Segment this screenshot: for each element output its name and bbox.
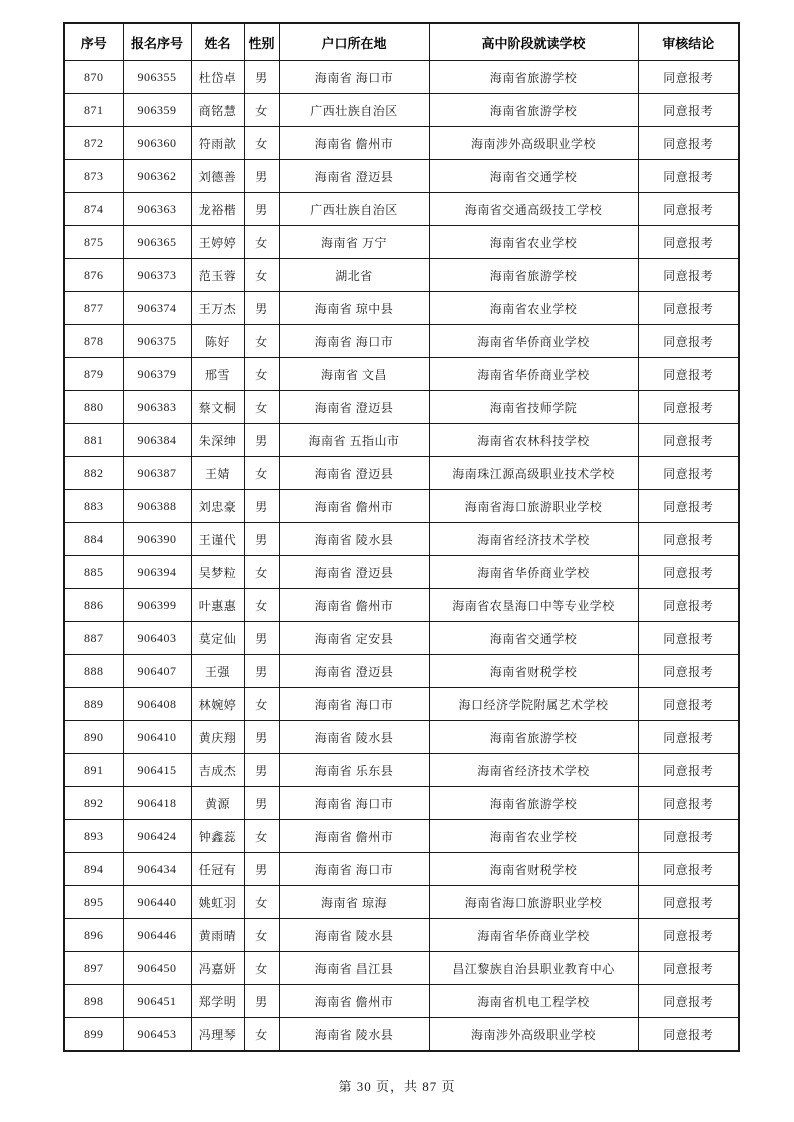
cell-name: 黄雨晴 — [191, 919, 244, 952]
cell-name: 冯理琴 — [191, 1018, 244, 1052]
cell-residence: 海南省 陵水县 — [279, 1018, 429, 1052]
cell-name: 杜岱卓 — [191, 61, 244, 94]
cell-school: 海南省旅游学校 — [429, 259, 638, 292]
col-header-school: 高中阶段就读学校 — [429, 23, 638, 61]
cell-review: 同意报考 — [638, 919, 739, 952]
table-row — [64, 391, 739, 424]
cell-residence: 海南省 海口市 — [279, 853, 429, 886]
cell-name: 邢雪 — [191, 358, 244, 391]
col-header-residence: 户口所在地 — [279, 23, 429, 61]
cell-index: 890 — [64, 721, 123, 754]
cell-index: 885 — [64, 556, 123, 589]
cell-index: 891 — [64, 754, 123, 787]
cell-review: 同意报考 — [638, 457, 739, 490]
cell-school: 海南省农业学校 — [429, 292, 638, 325]
cell-school: 海南省海口旅游职业学校 — [429, 490, 638, 523]
cell-review: 同意报考 — [638, 391, 739, 424]
cell-index: 895 — [64, 886, 123, 919]
cell-school: 海南省农林科技学校 — [429, 424, 638, 457]
cell-gender: 男 — [244, 985, 279, 1018]
cell-index: 899 — [64, 1018, 123, 1052]
table-row — [64, 688, 739, 721]
cell-reg-no: 906451 — [123, 985, 191, 1018]
cell-residence: 海南省 海口市 — [279, 61, 429, 94]
cell-school: 海南省旅游学校 — [429, 61, 638, 94]
cell-school: 海南省旅游学校 — [429, 787, 638, 820]
cell-index: 874 — [64, 193, 123, 226]
table-row — [64, 622, 739, 655]
cell-residence: 海南省 万宁 — [279, 226, 429, 259]
cell-reg-no: 906355 — [123, 61, 191, 94]
cell-review: 同意报考 — [638, 1018, 739, 1052]
cell-name: 商铭慧 — [191, 94, 244, 127]
cell-school: 海南省技师学院 — [429, 391, 638, 424]
cell-index: 876 — [64, 259, 123, 292]
cell-index: 897 — [64, 952, 123, 985]
cell-review: 同意报考 — [638, 94, 739, 127]
cell-name: 吉成杰 — [191, 754, 244, 787]
table-row — [64, 61, 739, 94]
cell-index: 884 — [64, 523, 123, 556]
table-row — [64, 556, 739, 589]
cell-review: 同意报考 — [638, 985, 739, 1018]
col-header-reg-no: 报名序号 — [123, 23, 191, 61]
table-row — [64, 919, 739, 952]
cell-index: 872 — [64, 127, 123, 160]
cell-school: 海南省交通学校 — [429, 622, 638, 655]
cell-review: 同意报考 — [638, 193, 739, 226]
cell-name: 黄庆翔 — [191, 721, 244, 754]
cell-review: 同意报考 — [638, 61, 739, 94]
cell-index: 878 — [64, 325, 123, 358]
cell-school: 海南涉外高级职业学校 — [429, 127, 638, 160]
cell-gender: 女 — [244, 589, 279, 622]
cell-reg-no: 906383 — [123, 391, 191, 424]
table-row — [64, 226, 739, 259]
cell-reg-no: 906390 — [123, 523, 191, 556]
table-body — [64, 61, 739, 1052]
cell-review: 同意报考 — [638, 358, 739, 391]
cell-name: 叶惠惠 — [191, 589, 244, 622]
cell-review: 同意报考 — [638, 853, 739, 886]
cell-name: 钟鑫蕊 — [191, 820, 244, 853]
cell-name: 刘德善 — [191, 160, 244, 193]
table-row — [64, 457, 739, 490]
cell-school: 海南省华侨商业学校 — [429, 919, 638, 952]
cell-reg-no: 906407 — [123, 655, 191, 688]
cell-name: 黄源 — [191, 787, 244, 820]
cell-review: 同意报考 — [638, 160, 739, 193]
table-row — [64, 160, 739, 193]
cell-index: 889 — [64, 688, 123, 721]
cell-residence: 海南省 琼中县 — [279, 292, 429, 325]
table-row — [64, 589, 739, 622]
cell-name: 龙裕楷 — [191, 193, 244, 226]
cell-gender: 男 — [244, 721, 279, 754]
cell-review: 同意报考 — [638, 490, 739, 523]
table-row — [64, 490, 739, 523]
cell-residence: 海南省 海口市 — [279, 325, 429, 358]
cell-residence: 湖北省 — [279, 259, 429, 292]
cell-reg-no: 906440 — [123, 886, 191, 919]
cell-residence: 海南省 定安县 — [279, 622, 429, 655]
cell-name: 郑学明 — [191, 985, 244, 1018]
cell-name: 陈好 — [191, 325, 244, 358]
cell-review: 同意报考 — [638, 259, 739, 292]
cell-review: 同意报考 — [638, 886, 739, 919]
cell-gender: 男 — [244, 292, 279, 325]
cell-residence: 海南省 乐东县 — [279, 754, 429, 787]
cell-review: 同意报考 — [638, 523, 739, 556]
cell-review: 同意报考 — [638, 655, 739, 688]
cell-review: 同意报考 — [638, 292, 739, 325]
cell-gender: 女 — [244, 325, 279, 358]
table-row — [64, 820, 739, 853]
table-row — [64, 358, 739, 391]
cell-gender: 女 — [244, 457, 279, 490]
col-header-review: 审核结论 — [638, 23, 739, 61]
cell-school: 海南珠江源高级职业技术学校 — [429, 457, 638, 490]
cell-gender: 女 — [244, 127, 279, 160]
cell-school: 海南省农业学校 — [429, 820, 638, 853]
cell-reg-no: 906388 — [123, 490, 191, 523]
col-header-index: 序号 — [64, 23, 123, 61]
cell-review: 同意报考 — [638, 688, 739, 721]
cell-gender: 男 — [244, 853, 279, 886]
cell-index: 880 — [64, 391, 123, 424]
cell-name: 林婉婷 — [191, 688, 244, 721]
cell-gender: 男 — [244, 193, 279, 226]
cell-gender: 女 — [244, 688, 279, 721]
table-header — [64, 23, 739, 61]
cell-name: 朱深绅 — [191, 424, 244, 457]
cell-reg-no: 906434 — [123, 853, 191, 886]
cell-residence: 海南省 儋州市 — [279, 820, 429, 853]
cell-reg-no: 906359 — [123, 94, 191, 127]
cell-gender: 女 — [244, 886, 279, 919]
cell-reg-no: 906387 — [123, 457, 191, 490]
cell-school: 海南省旅游学校 — [429, 721, 638, 754]
cell-index: 875 — [64, 226, 123, 259]
cell-school: 海南省机电工程学校 — [429, 985, 638, 1018]
page-footer: 第 30 页，共 87 页 — [338, 1079, 456, 1094]
table-row — [64, 655, 739, 688]
cell-gender: 男 — [244, 160, 279, 193]
cell-school: 海南省交通学校 — [429, 160, 638, 193]
cell-name: 姚虹羽 — [191, 886, 244, 919]
cell-school: 海南省华侨商业学校 — [429, 556, 638, 589]
cell-residence: 海南省 文昌 — [279, 358, 429, 391]
cell-review: 同意报考 — [638, 556, 739, 589]
cell-reg-no: 906374 — [123, 292, 191, 325]
table-row — [64, 985, 739, 1018]
cell-name: 王谨代 — [191, 523, 244, 556]
cell-name: 蔡文桐 — [191, 391, 244, 424]
cell-reg-no: 906446 — [123, 919, 191, 952]
cell-school: 海南涉外高级职业学校 — [429, 1018, 638, 1052]
cell-reg-no: 906403 — [123, 622, 191, 655]
table-row — [64, 193, 739, 226]
cell-index: 893 — [64, 820, 123, 853]
cell-residence: 海南省 儋州市 — [279, 490, 429, 523]
cell-review: 同意报考 — [638, 622, 739, 655]
cell-review: 同意报考 — [638, 754, 739, 787]
cell-reg-no: 906408 — [123, 688, 191, 721]
cell-reg-no: 906373 — [123, 259, 191, 292]
cell-school: 海南省海口旅游职业学校 — [429, 886, 638, 919]
cell-index: 886 — [64, 589, 123, 622]
cell-review: 同意报考 — [638, 127, 739, 160]
cell-residence: 海南省 澄迈县 — [279, 457, 429, 490]
cell-school: 海南省经济技术学校 — [429, 754, 638, 787]
cell-index: 871 — [64, 94, 123, 127]
cell-name: 冯嘉妍 — [191, 952, 244, 985]
cell-reg-no: 906424 — [123, 820, 191, 853]
table-row — [64, 94, 739, 127]
cell-school: 海南省交通高级技工学校 — [429, 193, 638, 226]
cell-reg-no: 906410 — [123, 721, 191, 754]
cell-index: 879 — [64, 358, 123, 391]
cell-school: 海南省旅游学校 — [429, 94, 638, 127]
cell-index: 896 — [64, 919, 123, 952]
cell-gender: 女 — [244, 820, 279, 853]
cell-index: 873 — [64, 160, 123, 193]
cell-residence: 海南省 儋州市 — [279, 589, 429, 622]
cell-name: 吴梦粒 — [191, 556, 244, 589]
header-row — [64, 23, 739, 61]
cell-school: 海南省华侨商业学校 — [429, 325, 638, 358]
cell-gender: 男 — [244, 655, 279, 688]
cell-residence: 海南省 儋州市 — [279, 127, 429, 160]
cell-school: 海南省农垦海口中等专业学校 — [429, 589, 638, 622]
cell-reg-no: 906450 — [123, 952, 191, 985]
cell-reg-no: 906415 — [123, 754, 191, 787]
cell-name: 王强 — [191, 655, 244, 688]
cell-residence: 海南省 海口市 — [279, 787, 429, 820]
cell-name: 范玉蓉 — [191, 259, 244, 292]
table-row — [64, 886, 739, 919]
cell-residence: 海南省 儋州市 — [279, 985, 429, 1018]
cell-gender: 女 — [244, 259, 279, 292]
cell-residence: 海南省 陵水县 — [279, 523, 429, 556]
cell-gender: 女 — [244, 1018, 279, 1052]
cell-school: 海南省农业学校 — [429, 226, 638, 259]
cell-school: 海南省经济技术学校 — [429, 523, 638, 556]
cell-index: 883 — [64, 490, 123, 523]
cell-gender: 女 — [244, 919, 279, 952]
cell-name: 任冠有 — [191, 853, 244, 886]
cell-gender: 男 — [244, 61, 279, 94]
cell-index: 887 — [64, 622, 123, 655]
cell-residence: 海南省 澄迈县 — [279, 655, 429, 688]
cell-name: 王婧 — [191, 457, 244, 490]
cell-gender: 男 — [244, 754, 279, 787]
cell-review: 同意报考 — [638, 226, 739, 259]
cell-gender: 男 — [244, 622, 279, 655]
cell-school: 海南省财税学校 — [429, 853, 638, 886]
cell-reg-no: 906399 — [123, 589, 191, 622]
cell-gender: 女 — [244, 94, 279, 127]
cell-residence: 海南省 澄迈县 — [279, 556, 429, 589]
cell-residence: 广西壮族自治区 — [279, 94, 429, 127]
cell-reg-no: 906375 — [123, 325, 191, 358]
col-header-name: 姓名 — [191, 23, 244, 61]
cell-residence: 海南省 陵水县 — [279, 919, 429, 952]
cell-reg-no: 906360 — [123, 127, 191, 160]
cell-residence: 海南省 琼海 — [279, 886, 429, 919]
cell-gender: 女 — [244, 556, 279, 589]
table-row — [64, 424, 739, 457]
cell-review: 同意报考 — [638, 721, 739, 754]
cell-index: 870 — [64, 61, 123, 94]
table-row — [64, 292, 739, 325]
cell-review: 同意报考 — [638, 787, 739, 820]
cell-reg-no: 906365 — [123, 226, 191, 259]
cell-reg-no: 906384 — [123, 424, 191, 457]
cell-gender: 女 — [244, 391, 279, 424]
cell-gender: 女 — [244, 358, 279, 391]
cell-index: 877 — [64, 292, 123, 325]
cell-residence: 海南省 澄迈县 — [279, 160, 429, 193]
cell-gender: 女 — [244, 952, 279, 985]
cell-reg-no: 906363 — [123, 193, 191, 226]
cell-review: 同意报考 — [638, 325, 739, 358]
cell-residence: 海南省 昌江县 — [279, 952, 429, 985]
cell-reg-no: 906394 — [123, 556, 191, 589]
cell-gender: 男 — [244, 523, 279, 556]
cell-index: 892 — [64, 787, 123, 820]
cell-index: 888 — [64, 655, 123, 688]
cell-name: 莫定仙 — [191, 622, 244, 655]
table-row — [64, 259, 739, 292]
cell-reg-no: 906379 — [123, 358, 191, 391]
table-row — [64, 325, 739, 358]
cell-residence: 海南省 海口市 — [279, 688, 429, 721]
cell-name: 符雨歆 — [191, 127, 244, 160]
col-header-gender: 性别 — [244, 23, 279, 61]
cell-name: 王婷婷 — [191, 226, 244, 259]
cell-reg-no: 906418 — [123, 787, 191, 820]
table-row — [64, 952, 739, 985]
cell-residence: 海南省 澄迈县 — [279, 391, 429, 424]
cell-reg-no: 906362 — [123, 160, 191, 193]
cell-review: 同意报考 — [638, 589, 739, 622]
applicants-table — [63, 22, 740, 1052]
cell-index: 898 — [64, 985, 123, 1018]
cell-gender: 男 — [244, 424, 279, 457]
cell-school: 海南省华侨商业学校 — [429, 358, 638, 391]
cell-index: 881 — [64, 424, 123, 457]
cell-name: 王万杰 — [191, 292, 244, 325]
table-row — [64, 754, 739, 787]
table-row — [64, 523, 739, 556]
cell-index: 894 — [64, 853, 123, 886]
table-row — [64, 853, 739, 886]
cell-gender: 女 — [244, 226, 279, 259]
cell-review: 同意报考 — [638, 952, 739, 985]
cell-residence: 海南省 五指山市 — [279, 424, 429, 457]
cell-name: 刘忠豪 — [191, 490, 244, 523]
cell-gender: 男 — [244, 787, 279, 820]
table-row — [64, 127, 739, 160]
cell-school: 海口经济学院附属艺术学校 — [429, 688, 638, 721]
cell-school: 昌江黎族自治县职业教育中心 — [429, 952, 638, 985]
cell-gender: 男 — [244, 490, 279, 523]
table-row — [64, 787, 739, 820]
cell-residence: 海南省 陵水县 — [279, 721, 429, 754]
cell-review: 同意报考 — [638, 820, 739, 853]
table-row — [64, 1018, 739, 1052]
cell-reg-no: 906453 — [123, 1018, 191, 1052]
cell-school: 海南省财税学校 — [429, 655, 638, 688]
cell-residence: 广西壮族自治区 — [279, 193, 429, 226]
cell-index: 882 — [64, 457, 123, 490]
cell-review: 同意报考 — [638, 424, 739, 457]
table-row — [64, 721, 739, 754]
